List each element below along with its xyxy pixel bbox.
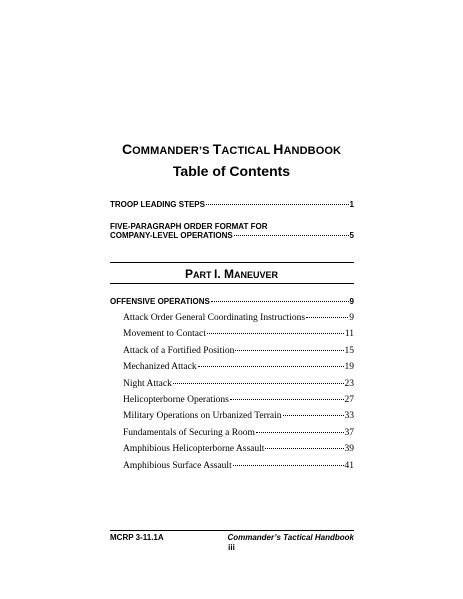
toc-entry-page: 19 bbox=[344, 362, 354, 372]
toc-entry-mout[interactable] bbox=[123, 411, 354, 421]
leader-dots bbox=[306, 317, 348, 318]
title-s: S bbox=[202, 145, 213, 157]
footer-rule bbox=[110, 530, 354, 531]
toc-entry-page: 9 bbox=[349, 313, 354, 323]
toc-entry-page: 11 bbox=[344, 329, 354, 339]
toc-entry-label: Night Attack bbox=[123, 379, 172, 389]
leader-dots bbox=[206, 204, 349, 205]
toc-entry-night-attack[interactable] bbox=[123, 379, 354, 389]
toc-entry-page: 23 bbox=[344, 379, 354, 389]
toc-entry-label: Military Operations on Urbanized Terrain bbox=[123, 411, 282, 421]
toc-section-label: OFFENSIVE OPERATIONS bbox=[110, 297, 210, 306]
toc-entry-amphibious-surface[interactable] bbox=[123, 461, 354, 471]
leader-dots bbox=[173, 383, 344, 384]
page-title bbox=[0, 141, 463, 157]
leader-dots bbox=[211, 301, 349, 302]
toc-entry-page: 41 bbox=[344, 461, 354, 471]
leader-dots bbox=[234, 235, 349, 236]
leader-dots bbox=[198, 366, 344, 367]
leader-dots bbox=[233, 465, 344, 466]
toc-entry-securing-a-room[interactable] bbox=[123, 428, 354, 438]
footer-doc-title: Commander’s Tactical Handbook bbox=[227, 533, 354, 542]
toc-entry-page: 27 bbox=[344, 395, 354, 405]
toc-entry-five-paragraph-line1: FIVE-PARAGRAPH ORDER FORMAT FOR bbox=[110, 222, 268, 231]
part-heading bbox=[0, 267, 463, 281]
toc-section-offensive-operations[interactable] bbox=[110, 297, 354, 306]
title-t: T bbox=[212, 141, 222, 157]
toc-entry-amphibious-helicopterborne[interactable] bbox=[123, 444, 354, 454]
leader-dots bbox=[235, 350, 343, 351]
title-actical: ACTICAL bbox=[221, 145, 274, 157]
leader-dots bbox=[207, 333, 344, 334]
title-ommander: OMMANDER bbox=[132, 145, 199, 157]
part-rule-top bbox=[110, 262, 354, 263]
leader-dots bbox=[256, 432, 344, 433]
leader-dots bbox=[265, 448, 343, 449]
part-number: I. bbox=[213, 267, 224, 281]
leader-dots bbox=[230, 399, 344, 400]
part-art: ART bbox=[192, 270, 214, 280]
toc-entry-helicopterborne-operations[interactable] bbox=[123, 395, 354, 405]
toc-entry-page: 5 bbox=[349, 231, 354, 240]
toc-entry-label: Mechanized Attack bbox=[123, 362, 197, 372]
toc-entry-label: COMPANY-LEVEL OPERATIONS bbox=[110, 231, 233, 240]
toc-entry-page: 15 bbox=[344, 346, 354, 356]
title-h: H bbox=[273, 141, 284, 157]
toc-entry-label: Amphibious Helicopterborne Assault bbox=[123, 444, 265, 454]
title-andbook: ANDBOOK bbox=[283, 145, 342, 157]
toc-entry-page: 1 bbox=[349, 200, 354, 209]
toc-entry-label: Helicopterborne Operations bbox=[123, 395, 229, 405]
footer-page-number: iii bbox=[228, 543, 235, 552]
toc-entry-label: Attack of a Fortified Position bbox=[123, 346, 235, 356]
toc-entry-troop-leading-steps[interactable] bbox=[110, 200, 354, 209]
toc-entry-page: 33 bbox=[344, 411, 354, 421]
part-aneuver: ANEUVER bbox=[234, 270, 279, 280]
toc-entry-label: Amphibious Surface Assault bbox=[123, 461, 232, 471]
toc-entry-attack-order[interactable] bbox=[123, 313, 354, 323]
toc-section-page: 9 bbox=[349, 297, 354, 306]
title-c: C bbox=[121, 141, 133, 157]
toc-entry-label: TROOP LEADING STEPS bbox=[110, 200, 205, 209]
toc-entry-page: 39 bbox=[344, 444, 354, 454]
part-p: P bbox=[184, 267, 193, 281]
page-subtitle: Table of Contents bbox=[172, 163, 291, 179]
toc-entry-fortified-position[interactable] bbox=[123, 346, 354, 356]
toc-entry-label: Fundamentals of Securing a Room bbox=[123, 428, 255, 438]
toc-entry-label: Attack Order General Coordinating Instructions bbox=[123, 313, 306, 323]
title-apostrophe: ’ bbox=[198, 145, 203, 157]
footer-doc-number: MCRP 3-11.1A bbox=[110, 533, 164, 542]
toc-entry-mechanized-attack[interactable] bbox=[123, 362, 354, 372]
toc-entry-page: 37 bbox=[344, 428, 354, 438]
toc-entry-label: Movement to Contact bbox=[123, 329, 206, 339]
toc-entry-five-paragraph-order[interactable] bbox=[110, 231, 354, 240]
part-m: M bbox=[224, 267, 234, 281]
toc-entry-movement-to-contact[interactable] bbox=[123, 329, 354, 339]
leader-dots bbox=[283, 415, 344, 416]
part-rule-bottom bbox=[110, 283, 354, 284]
